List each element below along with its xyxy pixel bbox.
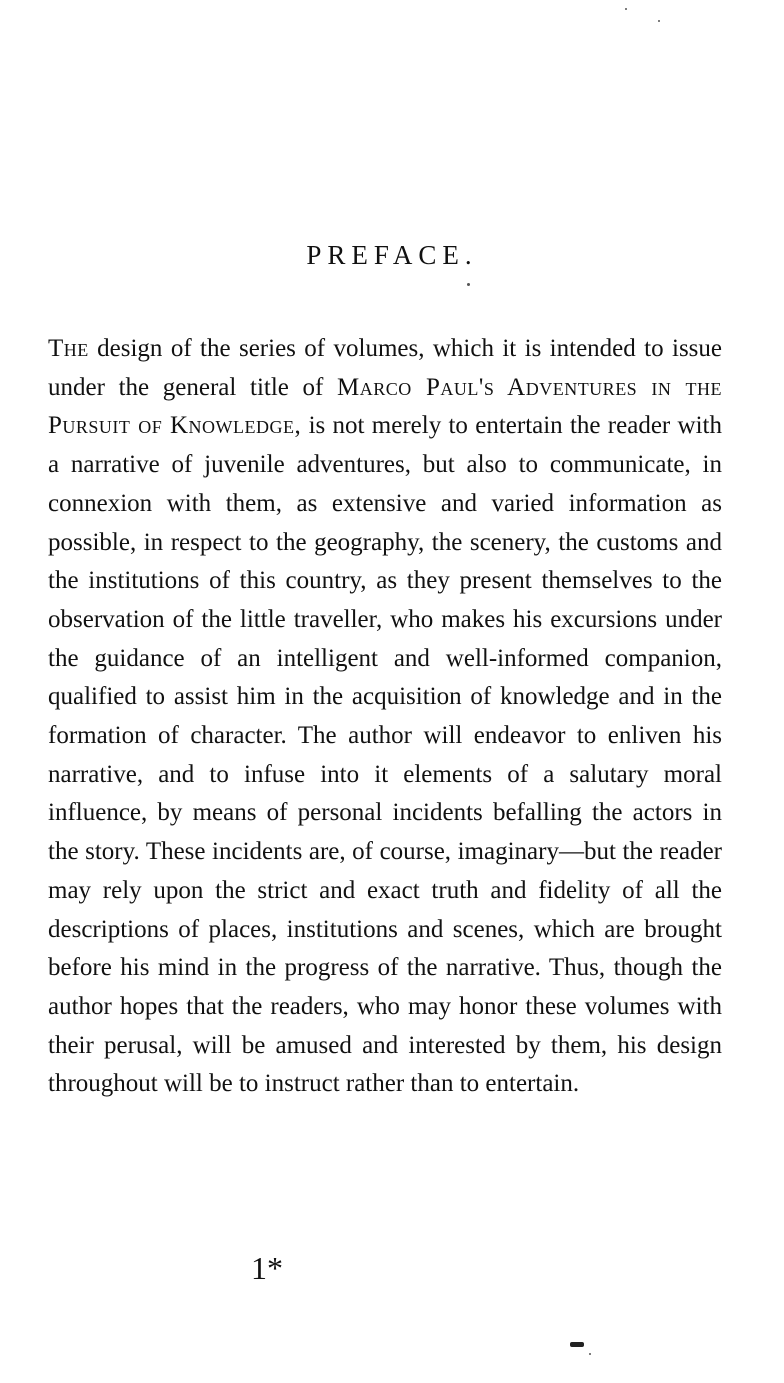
signature-mark: 1* [251,1250,283,1286]
scan-speck [658,20,660,22]
scan-speck [625,8,627,10]
preface-paragraph [48,330,722,1104]
opening-word: The [48,335,89,362]
scan-speck [570,1342,584,1347]
page-title: PREFACE. [306,240,478,270]
series-title: Marco Paul's Adventures in the Pursuit of Knowledge, [48,373,722,440]
scan-speck [467,283,470,286]
scan-speck [589,1353,591,1355]
paragraph-text-intro: design of the series of volumes, which it is intended to issue under the general title of [48,335,722,401]
paragraph-text-main: is not merely to entertain the reader with a narrative of juvenile adventures, but also to communicate, in connexion with them, as extensive and varied information as possible, in respect to the geography, the scenery, the customs and the institutions of this country, as they present themselves to the observation of the little traveller, who makes his excursions under the guidance of an intelligent and well-informed companion, qualified to assist him in the acquisition of knowledge and in the formation of character. The author will endeavor to enliven his narrative, and to infuse into it elements of a salutary moral influence, by means of personal incidents befalling the actors in the story. These incidents are, of course, imaginary—but the reader may rely upon the strict and exact truth and fidelity of all the descriptions of places, institutions and scenes, which are brought before his mind in the progress of the narrative. Thus, though the author hopes that the readers, who may honor these volumes with their perusal, will be amused and interested by them, his design throughout will be to instruct rather than to entertain. [48,412,722,1098]
